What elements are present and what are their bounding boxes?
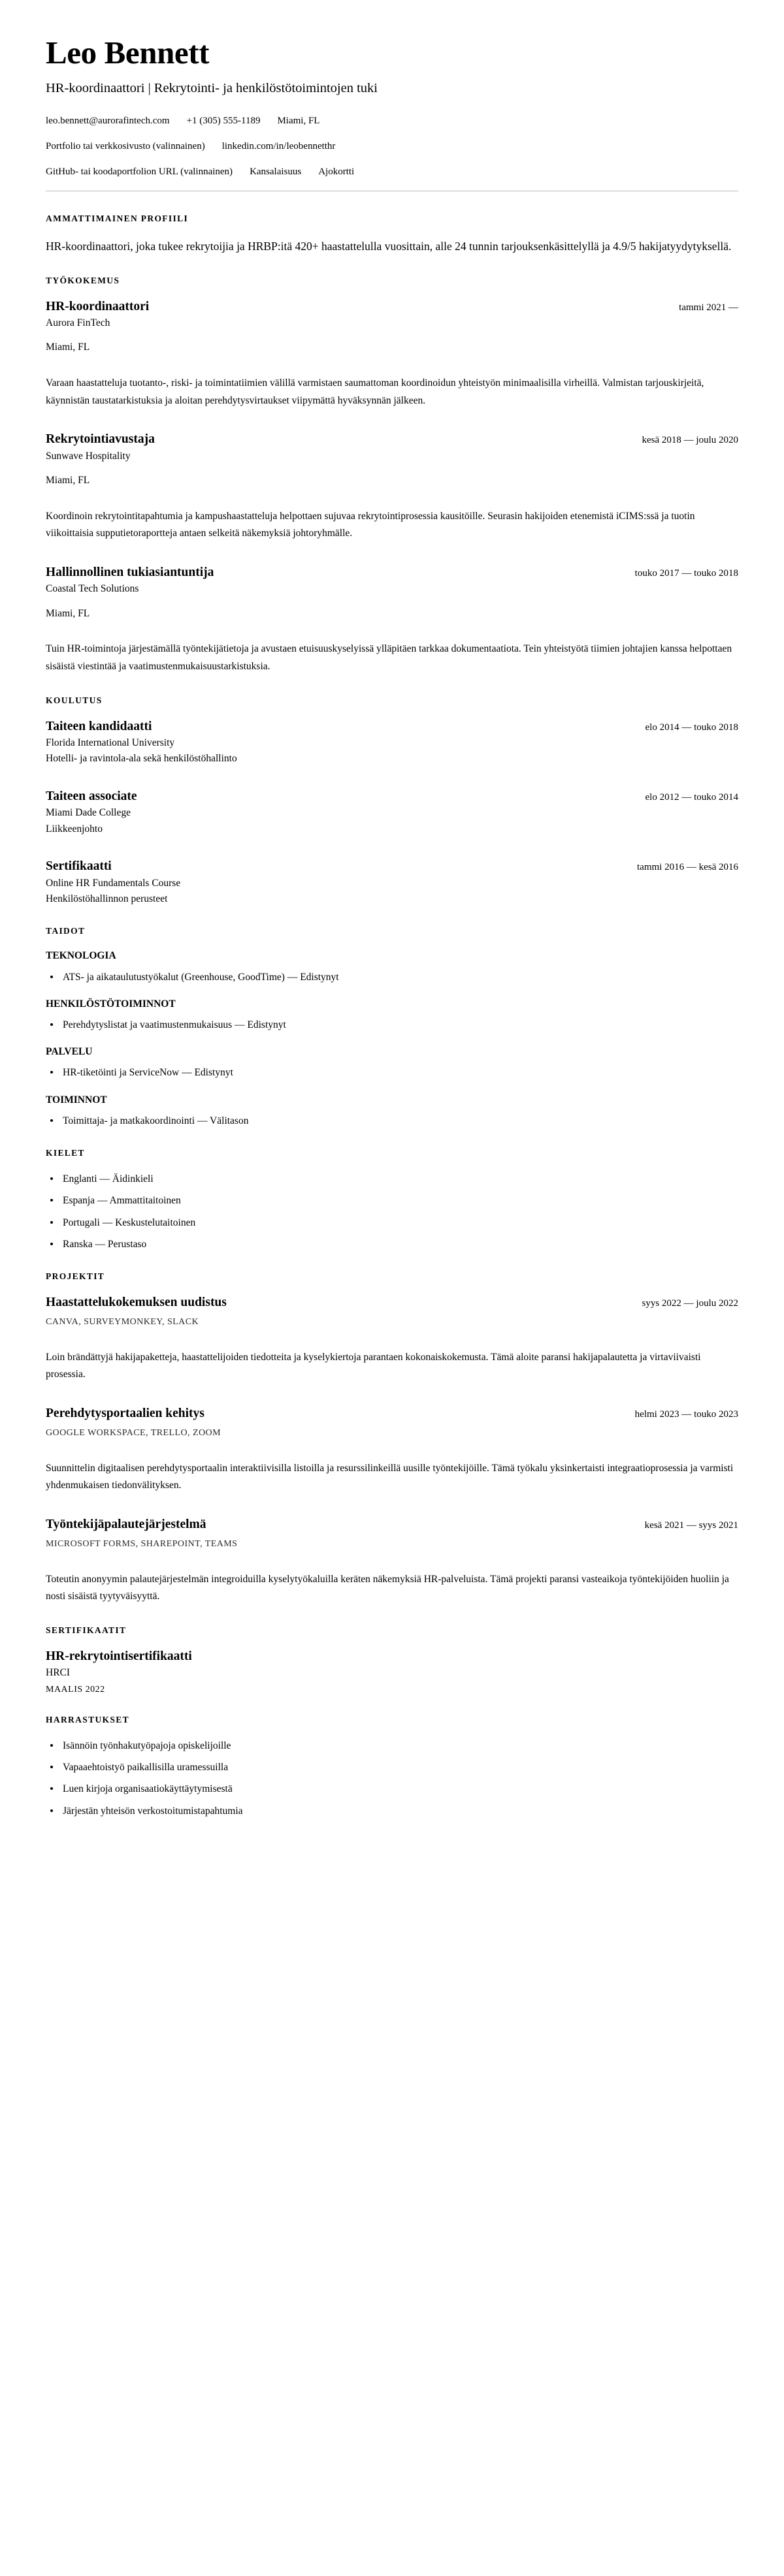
education-school: Florida International University [46,737,175,748]
candidate-headline: HR-koordinaattori | Rekrytointi- ja henkilöstötoimintojen tuki [46,80,378,95]
experience-role: Rekrytointiavustaja [46,432,155,447]
education-degree: Sertifikaatti [46,859,112,874]
section-title-summary: AMMATTIMAINEN PROFIILI [46,214,189,224]
project-tech: GOOGLE WORKSPACE, TRELLO, ZOOM [46,1428,221,1439]
skill-group [46,1045,738,1080]
skill-group-title: HENKILÖSTÖTOIMINNOT [46,998,176,1010]
experience-role: Hallinnollinen tukiasiantuntija [46,565,214,579]
skill-list [46,1065,738,1080]
education-field: Liikkeenjohto [46,823,103,835]
skill-list [46,1113,738,1128]
resume-header [46,36,738,178]
experience-date: kesä 2018 — joulu 2020 [642,435,738,446]
education-entry [46,789,738,836]
education-entry-head [46,719,738,735]
contact-linkedin: linkedin.com/in/leobennetthr [221,140,336,151]
hobby-item: Vapaaehtoistyö paikallisilla uramessuilla [46,1760,738,1775]
experience-description: Koordinoin rekrytointitapahtumia ja kampushaastatteluja helpottaen sujuvaa rekrytointiprosessia kausitöille. Seurasin hakijoiden etenemistä iCIMS:ssä ja tuotin viikoittaisia supputietoraportteja antaen selkeitä näkemyksiä johtoryhmälle. [46,510,695,539]
project-name: Haastattelukokemuksen uudistus [46,1296,227,1310]
education-date: elo 2014 — touko 2018 [645,722,738,733]
contact-portfolio: Portfolio tai verkkosivusto (valinnainen) [46,140,205,151]
education-date: tammi 2016 — kesä 2016 [637,862,738,873]
education-entry-head [46,859,738,874]
education-school: Online HR Fundamentals Course [46,877,181,889]
hobby-item: Järjestän yhteisön verkostoitumistapahtumia [46,1804,738,1819]
experience-date: tammi 2021 — [679,302,738,313]
section-languages [46,1148,738,1252]
education-entry [46,859,738,906]
project-description: Loin brändättyjä hakijapaketteja, haastattelijoiden tiedotteita ja kyselykiertoja parantaen kokonaiskokemusta. Tämä aloite paransi hakijapalautetta ja virtaviivaisti prosessia. [46,1351,701,1380]
experience-description: Tuin HR-toimintoja järjestämällä työntekijätietoja ja avustaen etuisuuskyselyissä ylläpitäen tarkkaa dokumentaatiota. Tein yhteistyötä tiimien johtajien kanssa helpottaen sisäistä viestintää ja vaatimustenmukaisuustarkistuksia. [46,643,732,672]
contact-nationality: Kansalaisuus [250,167,302,178]
contact-row-1 [46,114,738,127]
experience-location: Miami, FL [46,342,90,353]
skill-group-title: TEKNOLOGIA [46,950,116,962]
skill-list [46,1017,738,1032]
contact-driving-license: Ajokortti [318,167,355,178]
skill-item: HR-tiketöinti ja ServiceNow — Edistynyt [46,1065,738,1080]
skill-item: Perehdytyslistat ja vaatimustenmukaisuus — Edistynyt [46,1017,738,1032]
section-title-education: KOULUTUS [46,695,103,705]
contact-github: GitHub- tai koodaportfolion URL (valinnainen) [46,167,233,178]
experience-entry [46,299,738,410]
hobby-item: Luen kirjoja organisaatiokäyttäytymisestä [46,1781,738,1796]
experience-entry [46,432,738,543]
project-entry [46,1295,738,1384]
section-projects [46,1271,738,1606]
project-date: syys 2022 — joulu 2022 [642,1298,738,1309]
experience-date: touko 2017 — touko 2018 [634,567,738,579]
education-school: Miami Dade College [46,807,131,819]
experience-role: HR-koordinaattori [46,299,150,313]
project-description: Suunnittelin digitaalisen perehdytysportaalin interaktiivisilla listoilla ja resurssilinkeillä uusille työntekijöille. Tämä työkalu yksinkertaisti integraatioprosessia ja varmisti yhdenmukaisen tiedonvälityksen. [46,1462,734,1491]
contact-row-3 [46,165,738,178]
hobby-item: Isännöin työnhakutyöpajoja opiskelijoille [46,1738,738,1753]
experience-entry-head [46,299,738,315]
language-item: Ranska — Perustaso [46,1237,738,1252]
experience-entry [46,565,738,676]
language-item: Portugali — Keskustelutaitoinen [46,1215,738,1230]
section-summary [46,214,738,255]
education-field: Henkilöstöhallinnon perusteet [46,893,168,904]
summary-text: HR-koordinaattori, joka tukee rekrytoijia ja HRBP:itä 420+ haastattelulla vuosittain, alle 24 tunnin tarjouksenkäsittelyllä ja 4.9/5 hakijatyydytyksellä. [46,240,732,253]
skill-group-title: PALVELU [46,1046,93,1058]
education-degree: Taiteen kandidaatti [46,719,152,733]
section-education [46,695,738,907]
section-title-experience: TYÖKOKEMUS [46,275,120,285]
skill-group-title: TOIMINNOT [46,1094,107,1105]
section-title-projects: PROJEKTIT [46,1271,105,1282]
section-hobbies [46,1715,738,1819]
section-title-certificates: SERTIFIKAATIT [46,1625,127,1635]
certificate-date: MAALIS 2022 [46,1684,105,1694]
project-date: kesä 2021 — syys 2021 [644,1519,738,1531]
project-entry [46,1517,738,1606]
experience-entry-head [46,432,738,447]
contact-phone: +1 (305) 555-1189 [186,115,261,126]
education-date: elo 2012 — touko 2014 [645,791,738,803]
language-item: Espanja — Ammattitaitoinen [46,1193,738,1208]
certificate-name: HR-rekrytointisertifikaatti [46,1649,192,1663]
experience-company: Aurora FinTech [46,317,110,329]
certificate-entry [46,1649,738,1695]
section-certificates [46,1625,738,1695]
project-name: Perehdytysportaalien kehitys [46,1407,204,1420]
candidate-name: Leo Bennett [46,35,210,71]
project-tech: MICROSOFT FORMS, SHAREPOINT, TEAMS [46,1539,238,1550]
project-entry-head [46,1295,738,1311]
contact-location: Miami, FL [277,115,320,126]
skill-group [46,998,738,1032]
education-entry [46,719,738,767]
certificate-issuer: HRCI [46,1667,71,1679]
project-entry-head [46,1517,738,1533]
project-entry-head [46,1406,738,1422]
experience-company: Sunwave Hospitality [46,450,131,462]
section-experience [46,276,738,676]
experience-company: Coastal Tech Solutions [46,583,139,595]
hobby-list [46,1738,738,1819]
skill-item: ATS- ja aikataulutustyökalut (Greenhouse, GoodTime) — Edistynyt [46,970,738,985]
section-title-languages: KIELET [46,1148,85,1158]
experience-description: Varaan haastatteluja tuotanto-, riski- ja toimintatiimien välillä varmistaen saumattoman koordinoidun yhteistyön minimaalisilla virheillä. Valmistan tarjouskirjeitä, käynnistän taustatarkistuksia ja aloitan perehdytysvirtaukset viipymättä hyväksynnän jälkeen. [46,377,704,406]
language-list [46,1171,738,1252]
experience-location: Miami, FL [46,475,90,486]
project-description: Toteutin anonyymin palautejärjestelmän integroiduilla kyselytyökaluilla keräten näkemyksiä HR-palveluista. Tämä projekti paransi vasteaikoja työntekijöiden huoliin ja nosti sisäistä tyytyväisyyttä. [46,1573,729,1602]
contact-row-2 [46,140,738,153]
contact-email: leo.bennett@aurorafintech.com [46,115,170,126]
skill-list [46,970,738,985]
skill-group [46,949,738,984]
education-entry-head [46,789,738,804]
experience-entry-head [46,565,738,580]
education-field: Hotelli- ja ravintola-ala sekä henkilöstöhallinto [46,753,237,765]
education-degree: Taiteen associate [46,789,137,803]
experience-location: Miami, FL [46,607,90,619]
project-tech: CANVA, SURVEYMONKEY, SLACK [46,1317,199,1328]
language-item: Englanti — Äidinkieli [46,1171,738,1186]
project-date: helmi 2023 — touko 2023 [634,1409,738,1420]
skill-group [46,1094,738,1128]
project-name: Työntekijäpalautejärjestelmä [46,1517,206,1531]
skill-item: Toimittaja- ja matkakoordinointi — Välitason [46,1113,738,1128]
section-skills [46,926,738,1128]
section-title-skills: TAIDOT [46,926,86,936]
section-title-hobbies: HARRASTUKSET [46,1714,129,1725]
project-entry [46,1406,738,1495]
